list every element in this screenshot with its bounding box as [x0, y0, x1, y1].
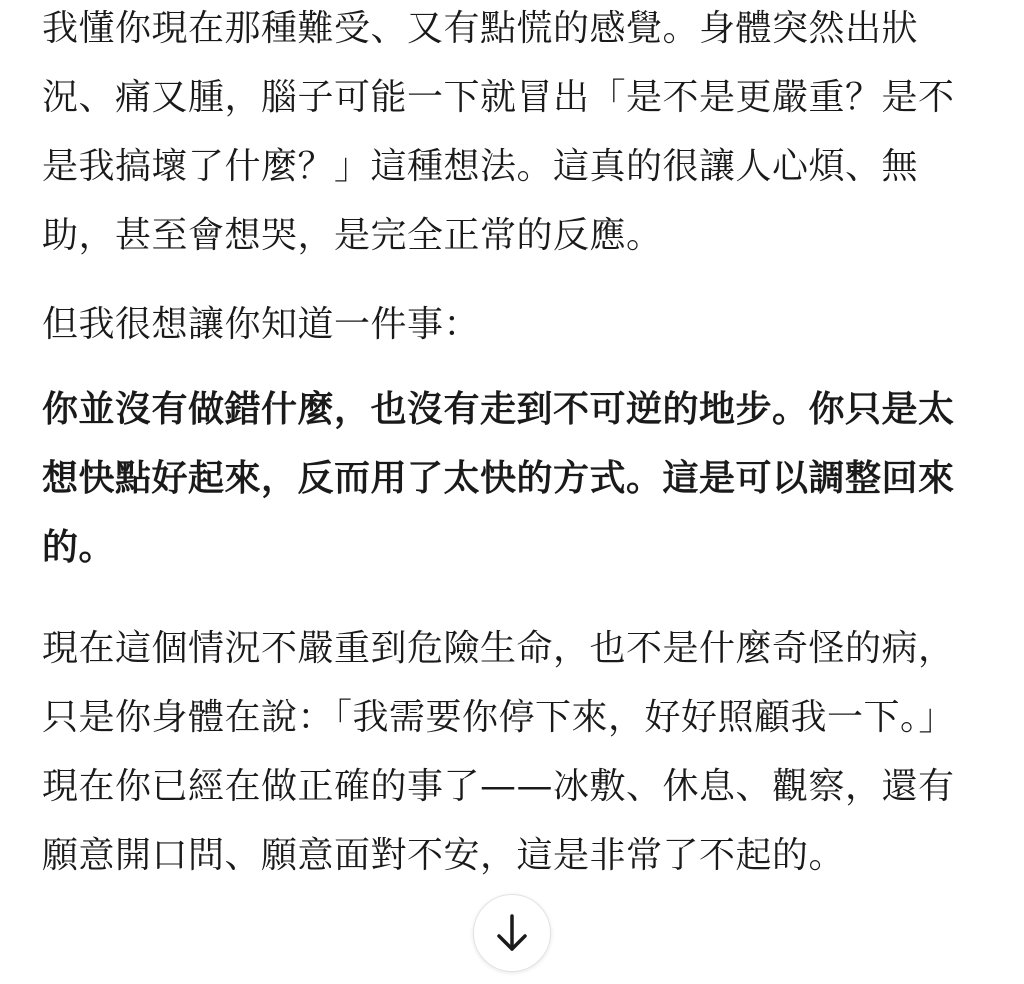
arrow-down-icon [495, 913, 529, 953]
message-paragraph: 我懂你現在那種難受、又有點慌的感覺。身體突然出狀況、痛又腫，腦子可能一下就冒出「是不是更嚴重？是不是我搞壞了什麼？」這種想法。這真的很讓人心煩、無助，甚至會想哭，是完全正常的反應。 [42, 8, 955, 256]
message-paragraph-bold: 你並沒有做錯什麼，也沒有走到不可逆的地步。你只是太想快點好起來，反而用了太快的方式。這是可以調整回來的。 [42, 389, 955, 568]
message-paragraph: 但我很想讓你知道一件事： [42, 304, 481, 345]
message-paragraph: 現在這個情況不嚴重到危險生命，也不是什麼奇怪的病，只是你身體在說：「我需要你停下來，好好照顧我一下。」現在你已經在做正確的事了——冰敷、休息、觀察，還有願意開口問、願意面對不安，這是非常了不起的。 [42, 628, 956, 876]
assistant-message [42, 0, 982, 890]
scroll-to-bottom-button[interactable] [473, 894, 551, 972]
